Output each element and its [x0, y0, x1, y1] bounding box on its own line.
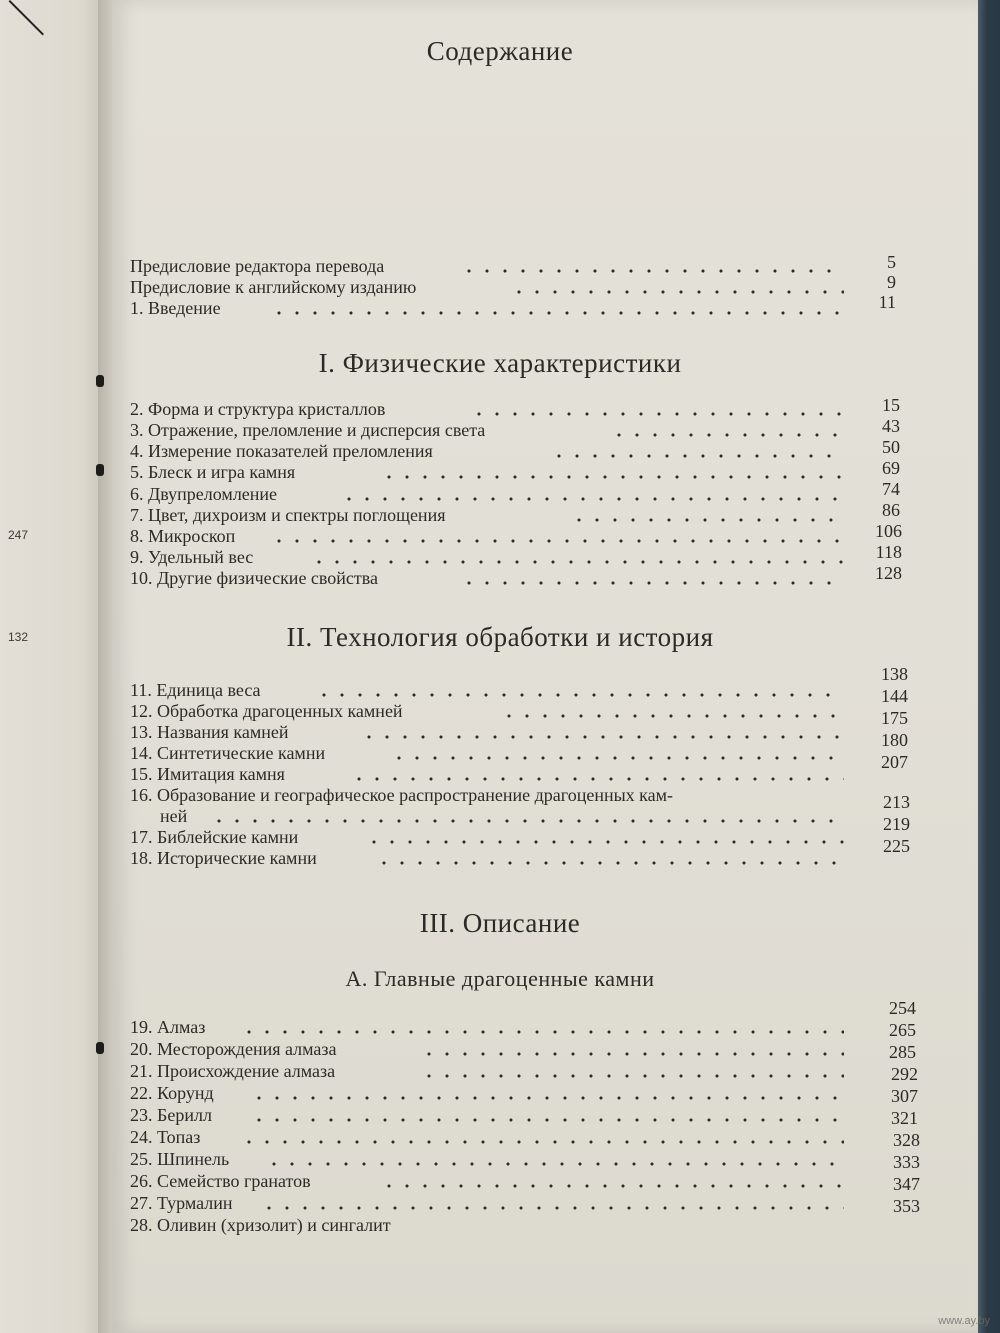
toc-entry: 4. Измерение показателей преломления — [130, 441, 850, 461]
page-number: 69 — [882, 458, 900, 478]
toc-entry: 15. Имитация камня — [130, 764, 850, 784]
page-number: 353 — [893, 1196, 920, 1216]
toc-entry: 24. Топаз — [130, 1127, 850, 1147]
toc-entry: 9. Удельный вес — [130, 547, 850, 567]
toc-entry: 20. Месторождения алмаза — [130, 1039, 850, 1059]
page-number: 180 — [881, 730, 908, 750]
toc-entry: ней — [130, 806, 850, 826]
toc-entry: 12. Обработка драгоценных камней — [130, 701, 850, 721]
page-number: 106 — [875, 521, 902, 541]
page-number: 86 — [882, 500, 900, 520]
page-number: 128 — [875, 563, 902, 583]
page-number: 333 — [893, 1152, 920, 1172]
toc-entry: 21. Происхождение алмаза — [130, 1061, 850, 1081]
toc-entry: Предисловие редактора перевода — [130, 256, 850, 276]
toc-entry: 16. Образование и географическое распространение драгоценных кам- — [130, 785, 674, 805]
toc-entry: 10. Другие физические свойства — [130, 568, 850, 588]
binding-stitch — [96, 464, 104, 476]
watermark: www.ay.by — [938, 1315, 990, 1327]
page-number: 144 — [881, 686, 908, 706]
page-number: 265 — [889, 1020, 916, 1040]
toc-entry: 18. Исторические камни — [130, 848, 850, 868]
page-number: 74 — [882, 479, 900, 499]
page-number: 43 — [882, 416, 900, 436]
toc-entry: 19. Алмаз — [130, 1017, 850, 1037]
toc-entry: 8. Микроскоп — [130, 526, 850, 546]
page-number: 254 — [889, 998, 916, 1018]
toc-entry: 5. Блеск и игра камня — [130, 462, 850, 482]
page-number: 5 — [887, 252, 896, 272]
toc-entry: 1. Введение — [130, 298, 850, 318]
page-number: 292 — [891, 1064, 918, 1084]
binding-stitch — [96, 1042, 104, 1054]
toc-entry: 13. Названия камней — [130, 722, 850, 742]
section-heading: I. Физические характеристики — [318, 348, 682, 378]
page-number: 9 — [887, 272, 896, 292]
page-number: 285 — [889, 1042, 916, 1062]
toc-entry: 28. Оливин (хризолит) и сингалит — [130, 1215, 391, 1235]
toc-entry: 2. Форма и структура кристаллов — [130, 399, 850, 419]
toc-entry: 25. Шпинель — [130, 1149, 850, 1169]
page-number: 347 — [893, 1174, 920, 1194]
page-number: 225 — [883, 836, 910, 856]
toc-entry: 23. Берилл — [130, 1105, 850, 1125]
book-cover-edge — [978, 0, 1000, 1333]
toc-entry: 27. Турмалин — [130, 1193, 850, 1213]
page-number: 11 — [878, 292, 896, 312]
toc-entry: 22. Корунд — [130, 1083, 850, 1103]
page-number: 207 — [881, 752, 908, 772]
toc-entry: 11. Единица веса — [130, 680, 850, 700]
page-title: Содержание — [426, 36, 574, 66]
page-number: 328 — [893, 1130, 920, 1150]
section-heading: II. Технология обработки и история — [286, 622, 714, 652]
left-page-number: 132 — [8, 630, 29, 644]
toc-entry: 26. Семейство гранатов — [130, 1171, 850, 1191]
section-heading: III. Описание — [419, 908, 581, 938]
toc-entry: 14. Синтетические камни — [130, 743, 850, 763]
page-number: 219 — [883, 814, 910, 834]
page-number: 175 — [881, 708, 908, 728]
toc-entry: 6. Двупреломление — [130, 484, 850, 504]
subsection-heading: А. Главные драгоценные камни — [345, 966, 655, 991]
page-number: 50 — [882, 437, 900, 457]
toc-entry: 17. Библейские камни — [130, 827, 850, 847]
page-number: 213 — [883, 792, 910, 812]
page-number: 307 — [891, 1086, 918, 1106]
page-number: 138 — [881, 664, 908, 684]
left-page-number: 247 — [8, 528, 29, 542]
page-number: 15 — [882, 395, 900, 415]
page-number: 118 — [875, 542, 902, 562]
page-corner-mark — [9, 0, 44, 35]
toc-entry: Предисловие к английскому изданию — [130, 277, 850, 297]
page-number: 321 — [891, 1108, 918, 1128]
toc-entry: 7. Цвет, дихроизм и спектры поглощения — [130, 505, 850, 525]
toc-entry: 3. Отражение, преломление и дисперсия света — [130, 420, 850, 440]
